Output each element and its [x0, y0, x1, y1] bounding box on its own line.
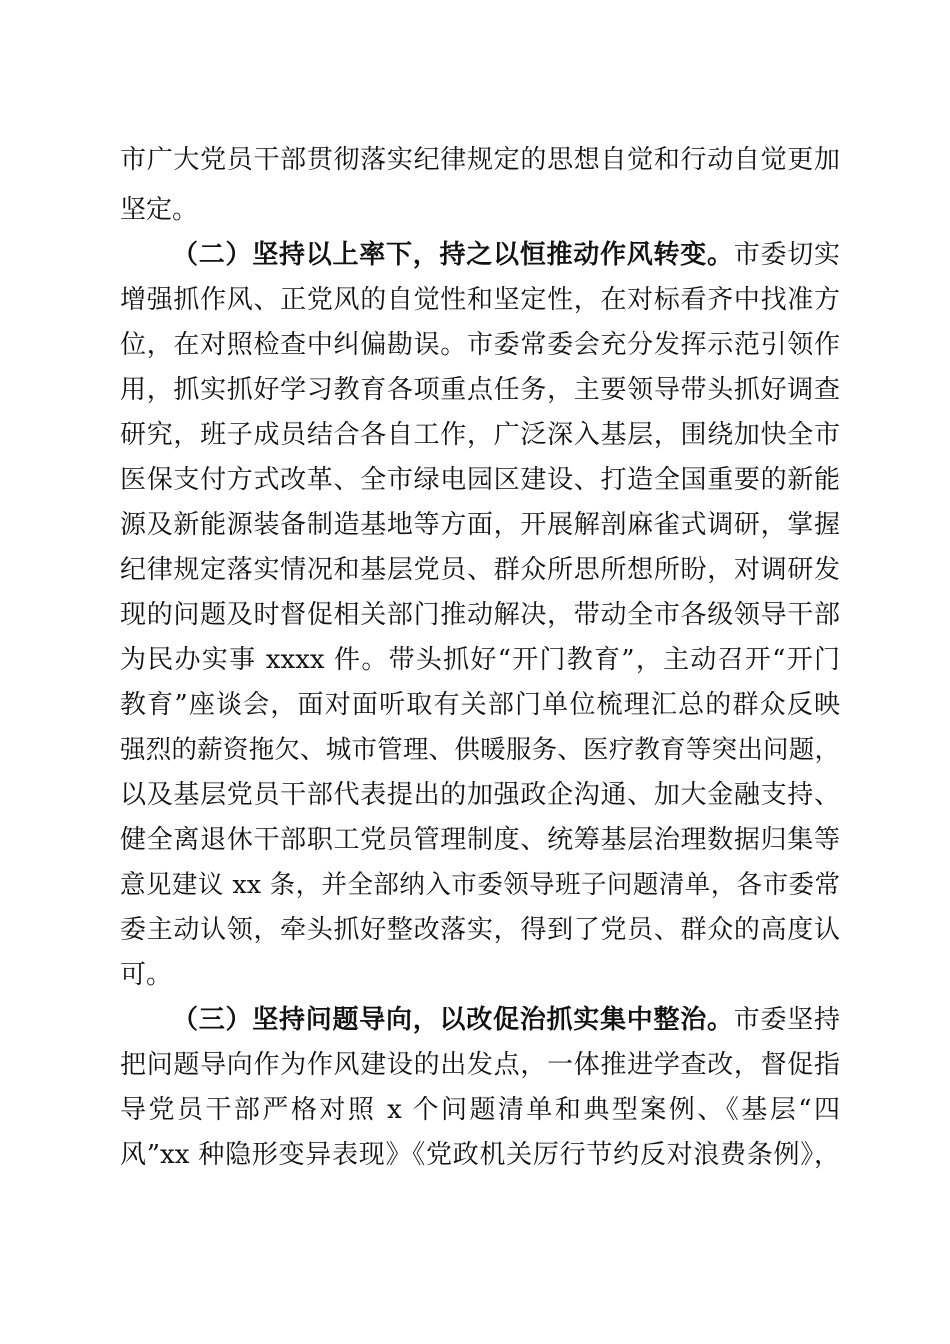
- paragraph-2-line: 位，在对照检查中纠偏勘误。市委常委会充分发挥示范引领作: [120, 330, 840, 360]
- paragraph-2-first-line: [172, 231, 840, 279]
- paragraph-2-line: 教育”座谈会，面对面听取有关部门单位梳理汇总的群众反映: [120, 690, 840, 720]
- paragraph-2-heading: （二）坚持以上率下，持之以恒推动作风转变。: [172, 240, 734, 270]
- paragraph-2-line: 健全离退休干部职工党员管理制度、统筹基层治理数据归集等: [120, 825, 840, 855]
- paragraph-2-line: 委主动认领，牵头抓好整改落实，得到了党员、群众的高度认: [120, 915, 840, 945]
- paragraph-2-line: 源及新能源装备制造基地等方面，开展解剖麻雀式调研，掌握: [120, 510, 840, 540]
- paragraph-2-line: 可。: [120, 960, 173, 990]
- paragraph-3-line: 把问题导向作为作风建设的出发点，一体推进学查改，督促指: [120, 1050, 840, 1080]
- paragraph-3-line: 风”xx 种隐形变异表现》《党政机关厉行节约反对浪费条例》，: [120, 1140, 840, 1170]
- paragraph-2-first-line-rest: 市委切实: [733, 240, 840, 270]
- paragraph-3-heading: （三）坚持问题导向，以改促治抓实集中整治。: [172, 1005, 734, 1035]
- paragraph-2-line: 强烈的薪资拖欠、城市管理、供暖服务、医疗教育等突出问题，: [120, 735, 840, 765]
- paragraph-2-line: 增强抓作风、正党风的自觉性和坚定性，在对标看齐中找准方: [120, 285, 840, 315]
- paragraph-2-line: 研究，班子成员结合各自工作，广泛深入基层，围绕加快全市: [120, 420, 840, 450]
- paragraph-2-line: 纪律规定落实情况和基层党员、群众所思所想所盼，对调研发: [120, 555, 840, 585]
- paragraph-1-line-2: 坚定。: [120, 195, 199, 225]
- paragraph-3-first-line-rest: 市委坚持: [733, 1005, 840, 1035]
- paragraph-2-line: 医保支付方式改革、全市绿电园区建设、打造全国重要的新能: [120, 465, 840, 495]
- paragraph-2-line: 现的问题及时督促相关部门推动解决，带动全市各级领导干部: [120, 600, 840, 630]
- paragraph-2-line: 以及基层党员干部代表提出的加强政企沟通、加大金融支持、: [120, 780, 840, 810]
- paragraph-2-line: 为民办实事 xxxx 件。带头抓好“开门教育”，主动召开“开门: [120, 645, 840, 675]
- paragraph-3-line: 导党员干部严格对照 x 个问题清单和典型案例、《基层“四: [120, 1095, 840, 1125]
- paragraph-2-line: 意见建议 xx 条，并全部纳入市委领导班子问题清单，各市委常: [120, 870, 840, 900]
- paragraph-3-first-line: [172, 996, 840, 1044]
- paragraph-1-line-1: 市广大党员干部贯彻落实纪律规定的思想自觉和行动自觉更加: [120, 145, 840, 175]
- paragraph-2-line: 用，抓实抓好学习教育各项重点任务，主要领导带头抓好调查: [120, 375, 840, 405]
